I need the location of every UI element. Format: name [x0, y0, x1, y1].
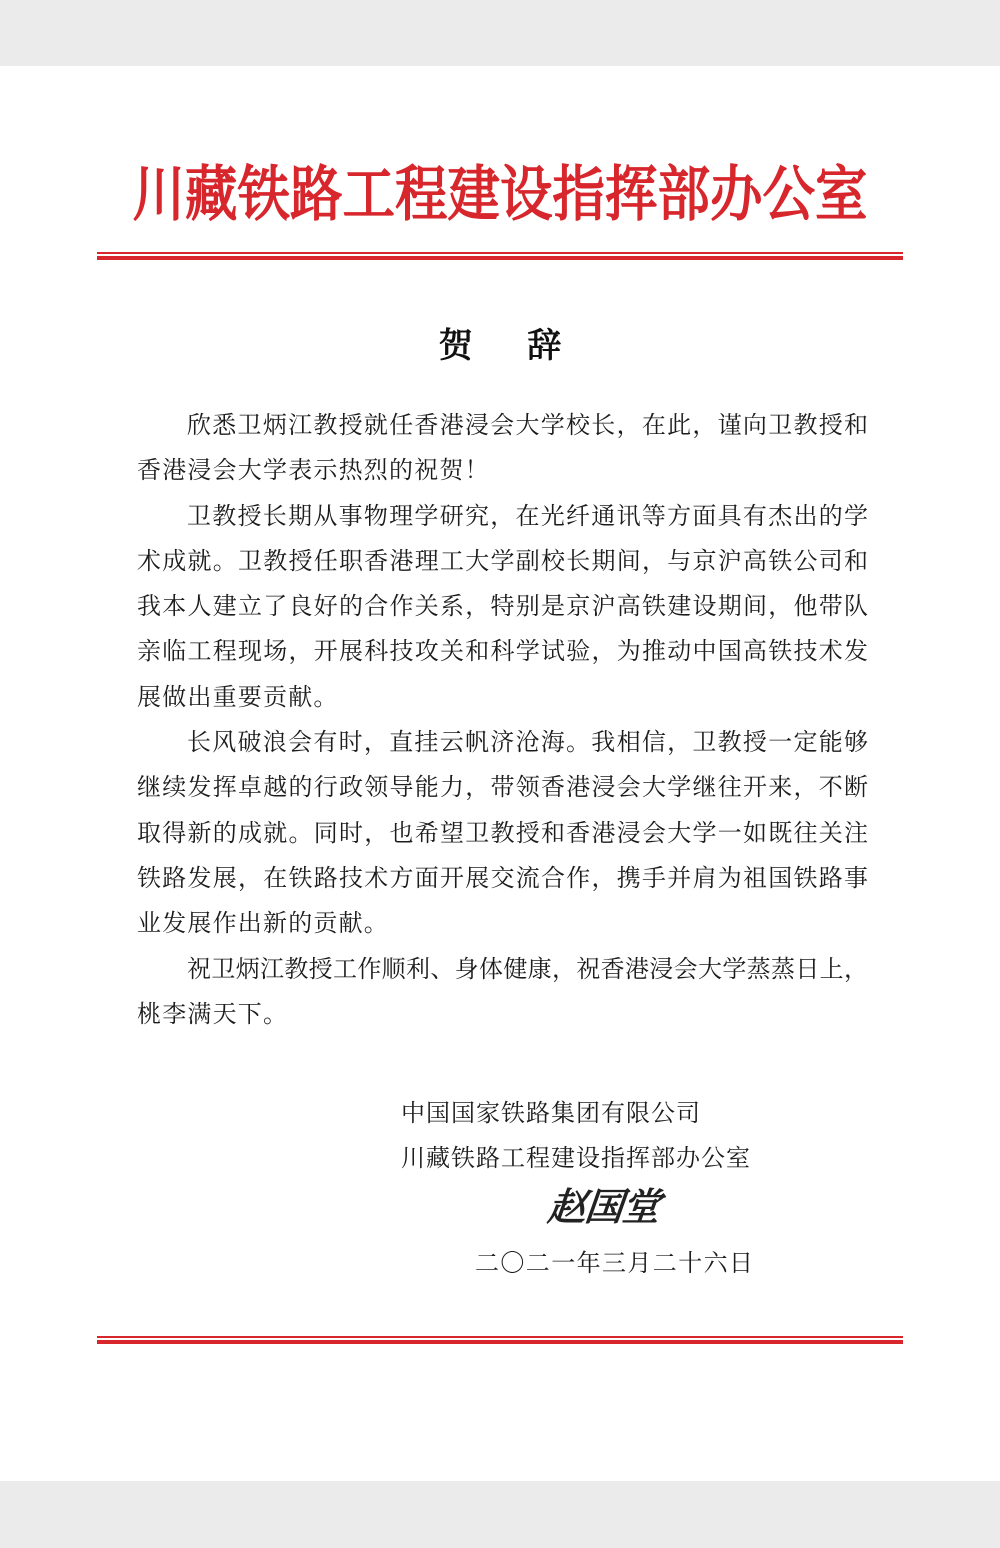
letterhead-rule-thin: [97, 252, 903, 254]
paragraph-line: 业发展作出新的贡献。: [137, 911, 389, 938]
paragraph-line: 欣悉卫炳江教授就任香港浸会大学校长，在此，谨向卫教授和: [187, 413, 868, 439]
footer-rule-thin: [97, 1336, 903, 1338]
paragraph-line: 我本人建立了良好的合作关系，特别是京沪高铁建设期间，他带队: [137, 594, 868, 621]
viewer-background-top: [0, 0, 1000, 66]
letterhead-rule-thick: [97, 256, 903, 260]
paragraph: [137, 721, 868, 947]
letter-date: 二〇二一年三月二十六日: [475, 1251, 755, 1277]
viewer-background-bottom: [0, 1481, 1000, 1548]
paragraph-line: 术成就。卫教授任职香港理工大学副校长期间，与京沪高铁公司和: [137, 548, 868, 575]
paragraph-line: 桃李满天下。: [137, 1001, 289, 1028]
paragraph: [137, 948, 868, 1039]
handwritten-signature: 赵国堂: [545, 1187, 662, 1229]
letter-heading: 贺 辞: [438, 328, 562, 365]
paragraph-line: 香港浸会大学表示热烈的祝贺！: [137, 458, 490, 485]
signatory-block: [401, 1092, 751, 1182]
paragraph-line: 卫教授长期从事物理学研究，在光纤通讯等方面具有杰出的学: [187, 503, 868, 530]
paragraph-line: 铁路发展，在铁路技术方面开展交流合作，携手并肩为祖国铁路事: [137, 865, 868, 892]
signatory-organization: 中国国家铁路集团有限公司: [401, 1101, 701, 1127]
paragraph-line: 取得新的成就。同时，也希望卫教授和香港浸会大学一如既往关注: [137, 820, 868, 847]
paragraph: [137, 404, 868, 495]
footer-rule-thick: [97, 1340, 903, 1344]
letter-body: [137, 404, 868, 1038]
paragraph-line: 祝卫炳江教授工作顺利、身体健康，祝香港浸会大学蒸蒸日上，: [187, 956, 868, 983]
paragraph-line: 展做出重要贡献。: [137, 684, 339, 711]
paragraph: [137, 495, 868, 721]
letterhead-title: 川藏铁路工程建设指挥部办公室: [132, 162, 868, 228]
paragraph-line: 继续发挥卓越的行政领导能力，带领香港浸会大学继往开来，不断: [137, 775, 868, 802]
paragraph-line: 长风破浪会有时，直挂云帆济沧海。我相信，卫教授一定能够: [187, 730, 868, 757]
paragraph-line: 亲临工程现场，开展科技攻关和科学试验，为推动中国高铁技术发: [137, 639, 868, 666]
signatory-organization: 川藏铁路工程建设指挥部办公室: [401, 1146, 751, 1172]
